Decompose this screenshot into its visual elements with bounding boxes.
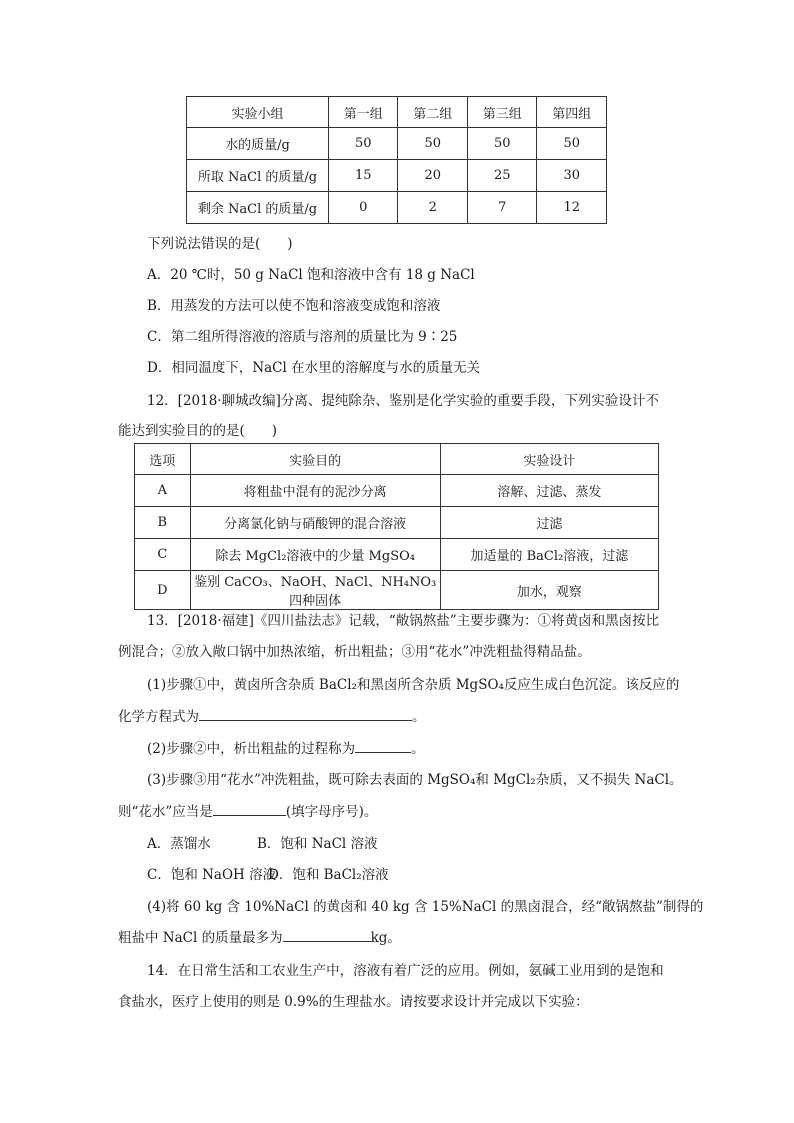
option-b: B．饱和 NaCl 溶液 — [257, 836, 378, 852]
answer-blank[interactable] — [199, 708, 412, 721]
table-header-cell: 实验小组 — [187, 97, 329, 128]
part1-prefix: 化学方程式为 — [118, 709, 199, 725]
table-header-cell: 第四组 — [537, 97, 607, 128]
table-cell: 50 — [537, 128, 607, 160]
question-13-part1-line1: (1)步骤①中，黄卤所含杂质 BaCl₂和黑卤所含杂质 MgSO₄反应生成白色沉淀。该反应的 — [147, 677, 680, 693]
question-14-line2: 食盐水，医疗上使用的则是 0.9%的生理盐水。请按要求设计并完成以下实验： — [118, 994, 589, 1010]
table-cell: 过滤 — [440, 507, 658, 539]
option-c: C．饱和 NaOH 溶液 — [147, 867, 277, 883]
part3-prefix: 则“花水”应当是 — [118, 804, 213, 820]
table-cell: 所取 NaCl 的质量/g — [187, 160, 329, 192]
table-header-cell: 实验设计 — [440, 444, 658, 475]
table-cell: 2 — [398, 192, 467, 224]
table-cell: 50 — [398, 128, 467, 160]
table-cell: 15 — [329, 160, 398, 192]
solubility-table — [186, 96, 607, 224]
table-cell: 鉴别 CaCO₃、NaOH、NaCl、NH₄NO₃四种固体 — [190, 571, 440, 610]
table-cell: 溶解、过滤、蒸发 — [440, 475, 658, 507]
answer-blank[interactable] — [213, 803, 286, 816]
question-13-part1-line2 — [118, 705, 426, 725]
option-c: C．第二组所得溶液的溶质与溶剂的质量比为 9∶25 — [147, 329, 458, 345]
table-cell: A — [135, 475, 191, 507]
table-cell: 除去 MgCl₂溶液中的少量 MgSO₄ — [190, 539, 440, 571]
question-13-part4-line2 — [118, 926, 401, 946]
table-cell: 7 — [467, 192, 536, 224]
question-13-part3-line1: (3)步骤③用“花水”冲洗粗盐，既可除去表面的 MgSO₄和 MgCl₂杂质，又不损失 NaCl。 — [147, 772, 683, 788]
question-stem: 下列说法错误的是( ) — [147, 236, 293, 252]
table-cell: 20 — [398, 160, 467, 192]
question-13-line1: 13．[2018·福建]《四川盐法志》记载，“敞锅熬盐”主要步骤为：①将黄卤和黑卤按比 — [147, 613, 660, 629]
part2-prefix: (2)步骤②中，析出粗盐的过程称为 — [147, 741, 356, 757]
option-b: B．用蒸发的方法可以使不饱和溶液变成饱和溶液 — [147, 298, 441, 314]
table-cell: C — [135, 539, 191, 571]
table-header-cell: 第一组 — [329, 97, 398, 128]
period-text: 。 — [412, 709, 426, 725]
table-header-cell: 实验目的 — [190, 444, 440, 475]
table-cell: 50 — [467, 128, 536, 160]
table-cell: 加适量的 BaCl₂溶液，过滤 — [440, 539, 658, 571]
table-cell: 0 — [329, 192, 398, 224]
option-d: D．饱和 BaCl₂溶液 — [268, 867, 389, 883]
table-cell: 将粗盐中混有的泥沙分离 — [190, 475, 440, 507]
table-cell: 25 — [467, 160, 536, 192]
answer-blank[interactable] — [355, 740, 411, 753]
question-13-line2: 例混合；②放入敞口锅中加热浓缩，析出粗盐；③用“花水”冲洗粗盐得精品盐。 — [118, 644, 591, 660]
question-13-part4-line1: (4)将 60 kg 含 10%NaCl 的黄卤和 40 kg 含 15%NaCl 的黑卤混合，经“敞锅熬盐”制得的 — [147, 899, 704, 915]
question-13-part2 — [147, 737, 425, 757]
table-header-cell: 第三组 — [467, 97, 536, 128]
part4-prefix: 粗盐中 NaCl 的质量最多为 — [118, 930, 283, 946]
table-cell: 剩余 NaCl 的质量/g — [187, 192, 329, 224]
table-cell: D — [135, 571, 191, 610]
option-d: D．相同温度下，NaCl 在水里的溶解度与水的质量无关 — [147, 360, 481, 376]
table-header-cell: 第二组 — [398, 97, 467, 128]
question-13-part3-line2 — [118, 800, 377, 820]
table-cell: 加水，观察 — [440, 571, 658, 610]
table-cell: 水的质量/g — [187, 128, 329, 160]
period-text: 。 — [411, 741, 425, 757]
experiment-table — [134, 443, 659, 610]
part3-suffix: (填字母序号)。 — [285, 804, 378, 820]
answer-blank[interactable] — [283, 929, 371, 942]
table-cell: 分离氯化钠与硝酸钾的混合溶液 — [190, 507, 440, 539]
table-cell: 50 — [329, 128, 398, 160]
question-12-line2: 能达到实验目的的是( ) — [118, 423, 278, 439]
table-header-cell: 选项 — [135, 444, 191, 475]
table-cell: 30 — [537, 160, 607, 192]
option-a: A．蒸馏水 — [147, 836, 211, 852]
table-cell: 12 — [537, 192, 607, 224]
option-a: A．20 ℃时，50 g NaCl 饱和溶液中含有 18 g NaCl — [147, 267, 475, 283]
question-14-line1: 14．在日常生活和工农业生产中，溶液有着广泛的应用。例如，氨碱工业用到的是饱和 — [147, 963, 664, 979]
question-12-line1: 12．[2018·聊城改编]分离、提纯除杂、鉴别是化学实验的重要手段，下列实验设计不 — [147, 393, 659, 409]
part4-suffix: kg。 — [370, 930, 401, 946]
table-cell: B — [135, 507, 191, 539]
